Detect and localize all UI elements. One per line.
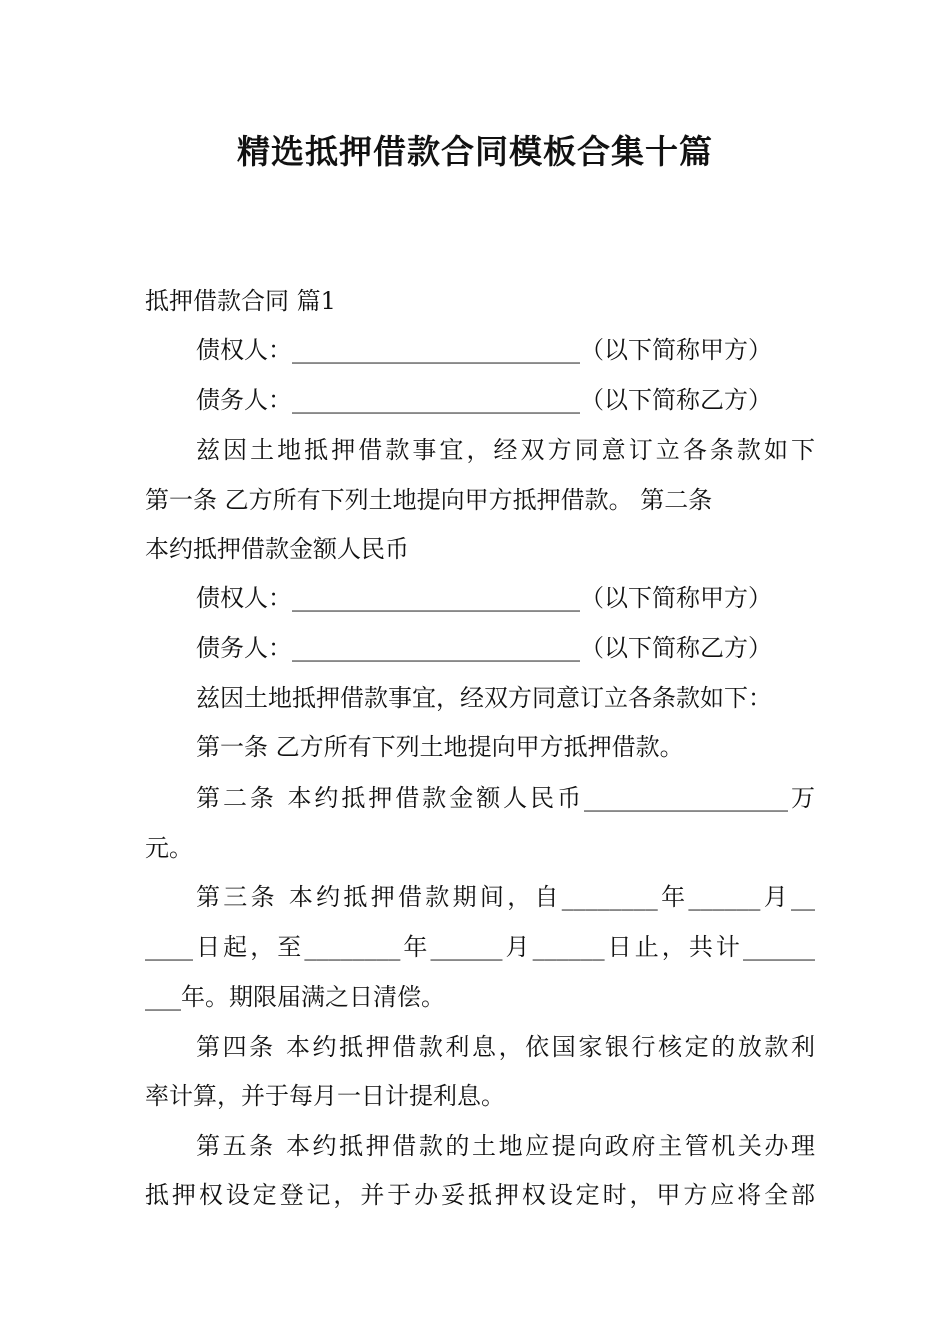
article-4: 第四条 本约抵押借款利息，依国家银行核定的放款利 <box>196 1033 815 1061</box>
article-3: 第三条 本约抵押借款期间，自________年______月__ <box>196 883 815 911</box>
paragraph-line: 兹因土地抵押借款事宜，经双方同意订立各条款如下： <box>196 684 772 712</box>
paragraph-line: ____日起，至________年______月______日止，共计______ <box>145 933 815 961</box>
creditor-line: 债权人：________________________（以下简称甲方） <box>196 336 772 364</box>
article-1: 第一条 乙方所有下列土地提向甲方抵押借款。 <box>196 733 684 761</box>
paragraph-line: ___年。期限届满之日清偿。 <box>145 983 445 1011</box>
paragraph-line: 第一条 乙方所有下列土地提向甲方抵押借款。 第二条 <box>145 486 713 514</box>
section-heading: 抵押借款合同 篇1 <box>145 287 336 315</box>
document-title: 精选抵押借款合同模板合集十篇 <box>237 132 713 171</box>
paragraph-line: 本约抵押借款金额人民币 <box>145 535 409 563</box>
paragraph-line: 元。 <box>145 834 193 862</box>
paragraph-line: 兹因土地抵押借款事宜，经双方同意订立各条款如下 <box>196 436 815 464</box>
article-2: 第二条 本约抵押借款金额人民币_________________万 <box>196 784 815 812</box>
debtor-line: 债务人：________________________（以下简称乙方） <box>196 386 772 414</box>
creditor-line: 债权人：________________________（以下简称甲方） <box>196 584 772 612</box>
paragraph-line: 抵押权设定登记，并于办妥抵押权设定时，甲方应将全部 <box>145 1181 815 1209</box>
debtor-line: 债务人：________________________（以下简称乙方） <box>196 634 772 662</box>
article-5: 第五条 本约抵押借款的土地应提向政府主管机关办理 <box>196 1132 815 1160</box>
paragraph-line: 率计算，并于每月一日计提利息。 <box>145 1082 505 1110</box>
